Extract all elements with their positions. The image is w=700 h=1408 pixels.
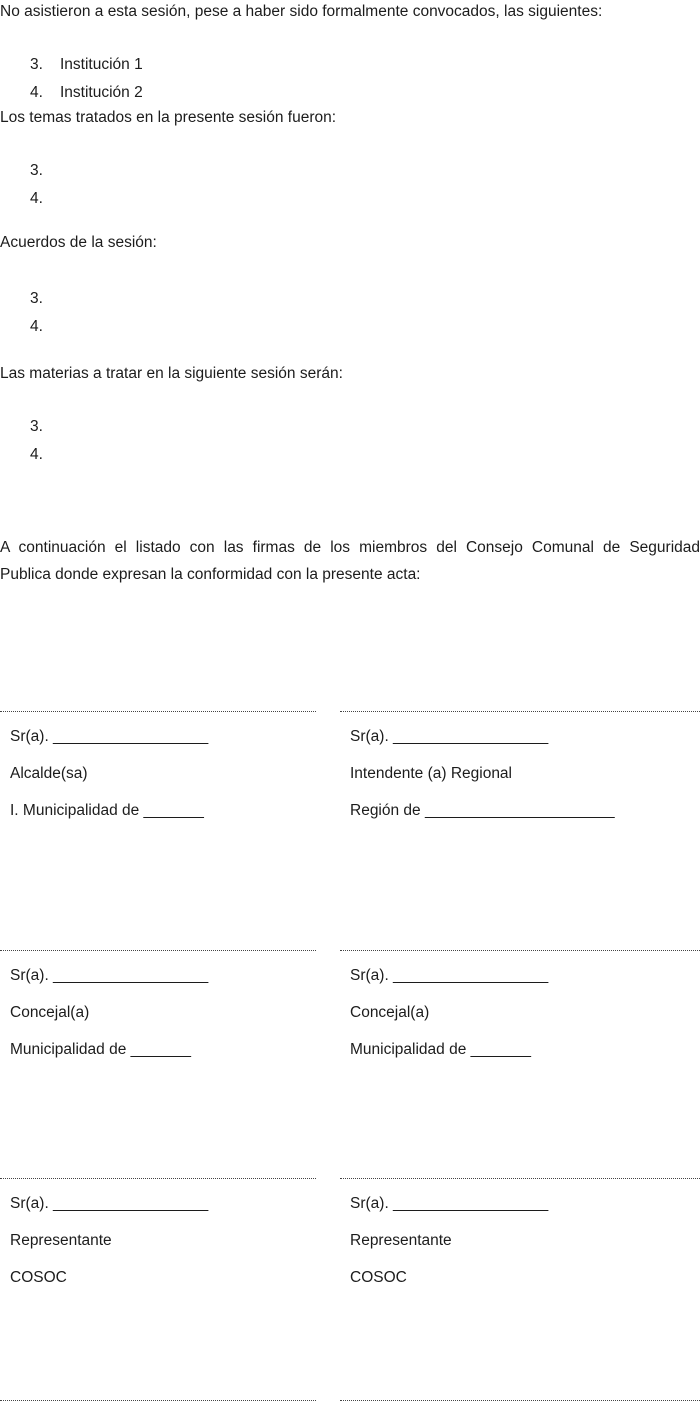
signature-entity: Municipalidad de _______ bbox=[10, 1041, 191, 1058]
list-item-text: Institución 1 bbox=[60, 56, 143, 73]
signature-name-line: Sr(a). __________________ bbox=[350, 728, 549, 745]
list-item bbox=[30, 285, 670, 313]
signature-role: Concejal(a) bbox=[10, 1004, 90, 1021]
signature-row-alcalde-intendente bbox=[0, 711, 700, 829]
list-item bbox=[30, 157, 670, 185]
list-item bbox=[30, 441, 670, 469]
absent-institutions-list bbox=[30, 51, 670, 107]
next-session-list bbox=[30, 413, 670, 469]
signature-name-line: Sr(a). __________________ bbox=[10, 1195, 209, 1212]
paragraph-signatures-intro-line2: Publica donde expresan la conformidad con la presente acta: bbox=[0, 566, 421, 583]
list-item bbox=[30, 413, 670, 441]
signature-role: Alcalde(sa) bbox=[10, 765, 88, 782]
paragraph-signatures-intro-line1: A continuación el listado con las firmas de los miembros del Consejo Comunal de Seguridad bbox=[0, 539, 700, 556]
paragraph-absent-intro: No asistieron a esta sesión, pese a haber sido formalmente convocados, las siguientes: bbox=[0, 3, 603, 20]
signature-block-cosoc-left bbox=[0, 1178, 316, 1296]
signature-block-intendente bbox=[340, 711, 700, 829]
signature-row-partial bbox=[0, 1400, 700, 1408]
signature-block-concejal-left bbox=[0, 950, 316, 1068]
agreements-list bbox=[30, 285, 670, 341]
signature-name-line: Sr(a). __________________ bbox=[350, 967, 549, 984]
list-item-number: 4. bbox=[30, 318, 43, 335]
signature-role: Representante bbox=[10, 1232, 112, 1249]
list-item-number: 3. bbox=[30, 56, 43, 73]
signature-name-line: Sr(a). __________________ bbox=[10, 728, 209, 745]
signature-role: Concejal(a) bbox=[350, 1004, 430, 1021]
signature-separator-left bbox=[0, 1400, 316, 1408]
list-item bbox=[30, 79, 670, 107]
signature-entity: COSOC bbox=[350, 1269, 407, 1286]
signature-name-line: Sr(a). __________________ bbox=[350, 1195, 549, 1212]
list-item-number: 3. bbox=[30, 290, 43, 307]
list-item bbox=[30, 51, 670, 79]
signature-name-line: Sr(a). __________________ bbox=[10, 967, 209, 984]
signature-entity: Municipalidad de _______ bbox=[350, 1041, 531, 1058]
paragraph-topics-intro: Los temas tratados en la presente sesión fueron: bbox=[0, 109, 337, 126]
signature-separator-right bbox=[340, 1400, 700, 1408]
signature-block-alcalde bbox=[0, 711, 316, 829]
signature-entity: Región de ______________________ bbox=[350, 802, 615, 819]
signature-entity: I. Municipalidad de _______ bbox=[10, 802, 204, 819]
list-item-number: 3. bbox=[30, 418, 43, 435]
topics-list bbox=[30, 157, 670, 213]
paragraph-agreements-intro: Acuerdos de la sesión: bbox=[0, 234, 157, 251]
list-item bbox=[30, 185, 670, 213]
list-item-number: 4. bbox=[30, 446, 43, 463]
signature-block-concejal-right bbox=[340, 950, 700, 1068]
signature-role: Representante bbox=[350, 1232, 452, 1249]
list-item-number: 3. bbox=[30, 162, 43, 179]
list-item bbox=[30, 313, 670, 341]
list-item-number: 4. bbox=[30, 84, 43, 101]
signature-role: Intendente (a) Regional bbox=[350, 765, 513, 782]
signature-row-representantes-cosoc bbox=[0, 1178, 700, 1296]
list-item-number: 4. bbox=[30, 190, 43, 207]
list-item-text: Institución 2 bbox=[60, 84, 143, 101]
signature-row-concejales bbox=[0, 950, 700, 1068]
signature-entity: COSOC bbox=[10, 1269, 67, 1286]
signature-block-cosoc-right bbox=[340, 1178, 700, 1296]
paragraph-next-session-intro: Las materias a tratar en la siguiente sesión serán: bbox=[0, 365, 343, 382]
